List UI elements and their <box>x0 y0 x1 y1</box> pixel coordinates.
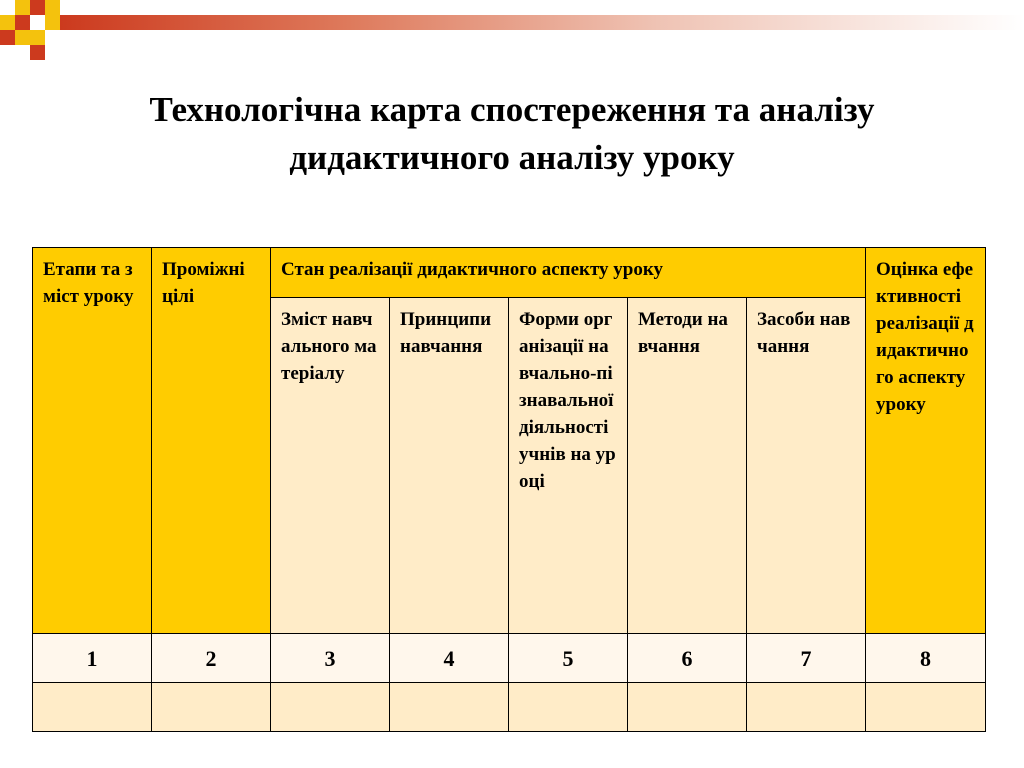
header-gradient-bar <box>60 15 1024 30</box>
empty-cell <box>33 683 152 732</box>
column-number-cell: 6 <box>628 634 747 683</box>
column-number-cell: 4 <box>390 634 509 683</box>
column-number-cell: 1 <box>33 634 152 683</box>
table-row <box>33 683 986 732</box>
subheader-cell: Методи навчання <box>628 298 747 634</box>
decor-square <box>30 0 45 15</box>
empty-cell <box>509 683 628 732</box>
decor-square <box>15 0 30 15</box>
decor-square <box>0 15 15 30</box>
decor-square <box>45 0 60 15</box>
header-cell-goals: Проміжні цілі <box>152 248 271 634</box>
column-number-cell: 7 <box>747 634 866 683</box>
decor-square <box>30 30 45 45</box>
empty-cell <box>628 683 747 732</box>
decor-square <box>15 30 30 45</box>
decor-square <box>30 45 45 60</box>
empty-cell <box>866 683 986 732</box>
slide-title-line1: Технологічна карта спостереження та аналізу <box>149 90 875 129</box>
header-cell-stages: Етапи та зміст уроку <box>33 248 152 634</box>
decor-square <box>45 15 60 30</box>
table-row <box>33 634 986 683</box>
header-decoration <box>0 0 1024 62</box>
technology-card-table <box>32 247 986 732</box>
empty-cell <box>271 683 390 732</box>
decor-square <box>15 15 30 30</box>
column-number-cell: 2 <box>152 634 271 683</box>
empty-cell <box>747 683 866 732</box>
decor-square <box>0 30 15 45</box>
subheader-cell: Засоби навчання <box>747 298 866 634</box>
column-number-cell: 8 <box>866 634 986 683</box>
slide-title <box>40 86 984 182</box>
column-number-cell: 5 <box>509 634 628 683</box>
empty-cell <box>390 683 509 732</box>
subheader-cell: Принципи навчання <box>390 298 509 634</box>
empty-cell <box>152 683 271 732</box>
subheader-cell: Зміст навчального матеріалу <box>271 298 390 634</box>
header-cell-evaluation: Оцінка ефективності реалізації дидактичного аспекту уроку <box>866 248 986 634</box>
column-number-cell: 3 <box>271 634 390 683</box>
slide-title-line2: дидактичного аналізу уроку <box>289 138 735 177</box>
subheader-cell: Форми організації навчально-пізнавальної діяльності учнів на уроці <box>509 298 628 634</box>
header-cell-group: Стан реалізації дидактичного аспекту уроку <box>271 248 866 298</box>
